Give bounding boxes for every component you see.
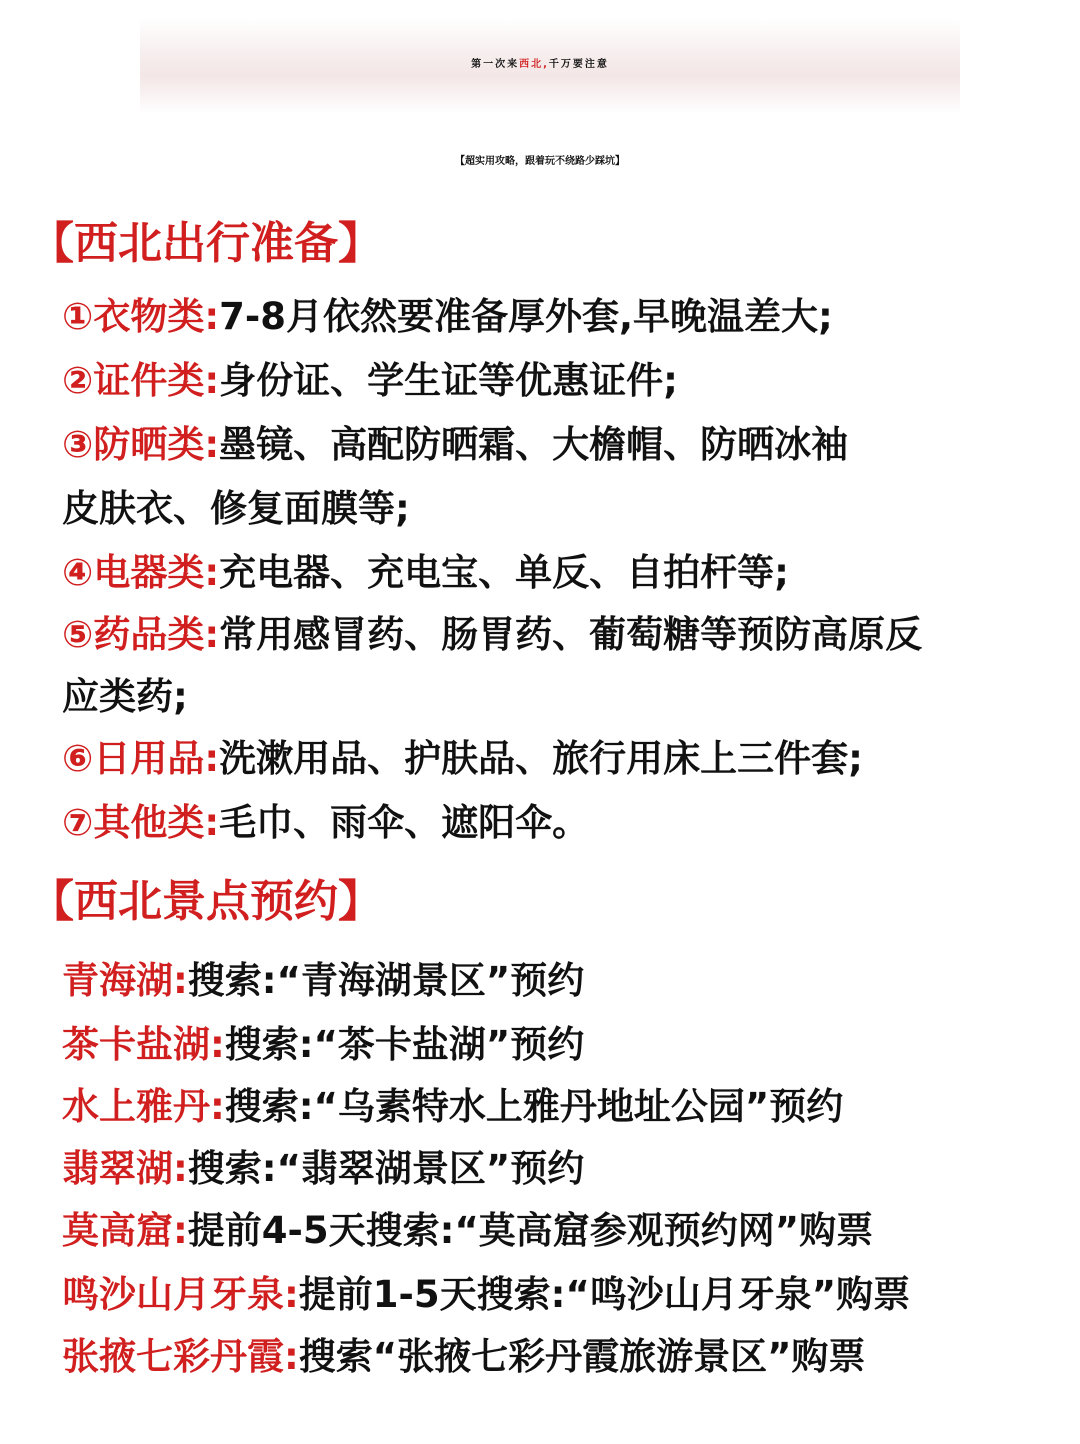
booking-item-emerald-lake [62, 1138, 584, 1200]
booking-item-water-yardang [62, 1076, 843, 1138]
booking-item-text: 搜索:“茶卡盐湖”预约 [224, 1023, 585, 1066]
prep-item-text: 充电器、充电宝、单反、自拍杆等; [219, 551, 789, 594]
prep-item-text: 皮肤衣、修复面膜等; [62, 487, 410, 530]
booking-item-text: 搜索“张掖七彩丹霞旅游景区”购票 [298, 1335, 866, 1378]
booking-item-label: 水上雅丹: [62, 1085, 225, 1128]
booking-item-text: 提前1-5天搜索:“鸣沙山月牙泉”购票 [298, 1273, 911, 1316]
prep-item-text: 身份证、学生证等优惠证件; [219, 359, 678, 402]
prep-item-label: ①衣物类: [62, 295, 220, 338]
booking-item-text: 搜索:“乌素特水上雅丹地址公园”预约 [224, 1085, 844, 1128]
booking-item-qinghai-lake [62, 950, 584, 1012]
section-heading-booking: 【西北景点预约】 [30, 876, 382, 927]
title-part-2: 千万要注意 [548, 59, 609, 70]
prep-item-text: 7-8月依然要准备厚外套,早晚温差大; [219, 295, 833, 338]
booking-item-text: 提前4-5天搜索:“莫高窟参观预约网”购票 [187, 1209, 874, 1252]
prep-item-label: ④电器类: [62, 551, 220, 594]
booking-item-text: 搜索:“青海湖景区”预约 [187, 959, 585, 1002]
prep-item-label: ⑥日用品: [62, 737, 220, 780]
booking-item-text: 搜索:“翡翠湖景区”预约 [187, 1147, 585, 1190]
booking-item-label: 莫高窟: [62, 1209, 188, 1252]
prep-item-text: 洗漱用品、护肤品、旅行用床上三件套; [219, 737, 863, 780]
booking-item-label: 张掖七彩丹霞: [62, 1335, 299, 1378]
booking-item-label: 茶卡盐湖: [62, 1023, 225, 1066]
prep-item-label: ③防晒类: [62, 423, 220, 466]
prep-item-documents [62, 350, 678, 412]
prep-item-sunscreen [62, 414, 848, 476]
title-highlight: 西北, [519, 59, 549, 70]
page-subtitle: 【超实用攻略，跟着玩不绕路少踩坑】 [455, 156, 625, 167]
booking-item-mingsha-mountain [62, 1264, 910, 1326]
section-heading-prep: 【西北出行准备】 [30, 218, 382, 269]
page-title [0, 20, 1080, 110]
prep-item-medicine [62, 604, 922, 666]
booking-item-label: 鸣沙山月牙泉: [62, 1273, 299, 1316]
booking-item-mogao-caves [62, 1200, 873, 1262]
prep-item-medicine-continuation [62, 666, 188, 728]
prep-item-text: 常用感冒药、肠胃药、葡萄糖等预防高原反 [219, 613, 923, 656]
booking-item-zhangye-danxia [62, 1326, 865, 1388]
prep-item-others [62, 792, 589, 854]
prep-item-label: ②证件类: [62, 359, 220, 402]
booking-item-chaka-salt-lake [62, 1014, 584, 1076]
prep-item-electronics [62, 542, 789, 604]
prep-item-clothing [62, 286, 833, 348]
prep-item-label: ⑦其他类: [62, 801, 220, 844]
booking-item-label: 翡翠湖: [62, 1147, 188, 1190]
booking-item-label: 青海湖: [62, 959, 188, 1002]
prep-item-label: ⑤药品类: [62, 613, 220, 656]
prep-item-sunscreen-continuation [62, 478, 410, 540]
prep-item-daily [62, 728, 863, 790]
prep-item-text: 墨镜、高配防晒霜、大檐帽、防晒冰袖 [219, 423, 849, 466]
prep-item-text: 应类药; [62, 675, 188, 718]
title-part-1: 第一次来 [471, 59, 520, 70]
prep-item-text: 毛巾、雨伞、遮阳伞。 [219, 801, 590, 844]
